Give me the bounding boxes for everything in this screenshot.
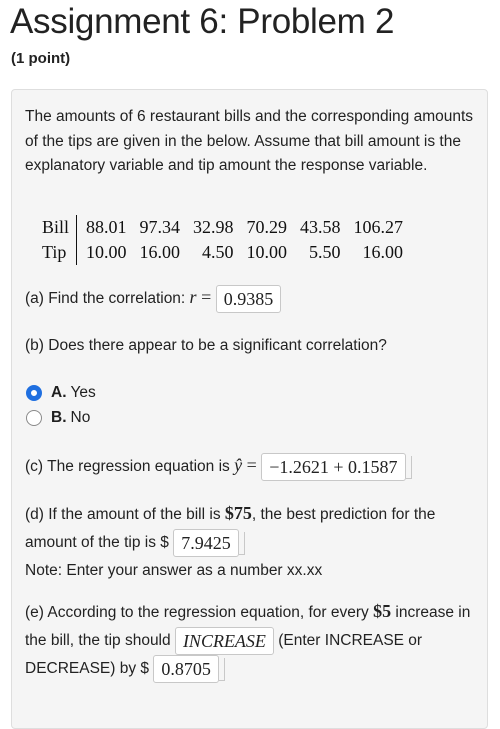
regression-equation-field[interactable]: −1.2621 + 0.1587 <box>261 453 405 481</box>
table-cell: 88.01 <box>86 217 127 237</box>
option-label: No <box>70 409 91 426</box>
points-label: (1 point) <box>11 50 71 67</box>
table-cell: 5.50 <box>309 242 341 262</box>
bill-amount: $75 <box>224 503 252 523</box>
table-cell: 70.29 <box>246 217 288 237</box>
page-title: Assignment 6: Problem 2 <box>10 2 395 41</box>
tip-prediction-field[interactable]: 7.9425 <box>173 529 239 557</box>
data-table <box>42 215 403 265</box>
table-cell: 4.50 <box>202 242 234 262</box>
question-d-text: (d) If the amount of the bill is <box>25 506 225 523</box>
question-e-text-3: (Enter INCREASE or DECREASE) by $ <box>25 632 423 678</box>
table-cell: 10.00 <box>86 242 127 262</box>
question-e <box>25 597 485 683</box>
question-c-text: (c) The regression equation is <box>25 458 235 476</box>
tip-increase-field[interactable]: 0.8705 <box>153 655 219 683</box>
table-cell: 106.27 <box>353 217 404 237</box>
option-yes[interactable] <box>26 384 96 402</box>
radio-selected-icon[interactable] <box>26 385 42 401</box>
problem-card <box>11 89 488 729</box>
row-label-bill: Bill <box>42 215 77 240</box>
question-e-text-2: increase in the bill, the tip should <box>25 604 471 650</box>
table-cell: 43.58 <box>300 217 341 237</box>
answer-preview-tick <box>406 456 412 479</box>
option-no[interactable] <box>26 409 90 427</box>
equals-sign: = <box>196 287 216 308</box>
answer-format-note: Note: Enter your answer as a number xx.xx <box>25 562 323 580</box>
answer-preview-tick <box>239 532 245 555</box>
table-row <box>42 215 403 240</box>
question-d <box>25 499 485 585</box>
option-letter: A. <box>51 384 67 401</box>
question-a-text: (a) Find the correlation: <box>25 290 190 308</box>
row-label-tip: Tip <box>42 240 77 265</box>
question-a <box>25 285 281 313</box>
correlation-symbol: r <box>189 287 197 308</box>
equals-sign: = <box>242 455 262 476</box>
table-cell: 10.00 <box>246 242 288 262</box>
option-letter: B. <box>51 409 67 426</box>
answer-preview-tick <box>219 658 225 681</box>
table-row <box>42 240 403 265</box>
radio-unselected-icon[interactable] <box>26 410 42 426</box>
table-cell: 16.00 <box>139 242 181 262</box>
question-b-text: (b) Does there appear to be a significant correlation? <box>25 337 387 354</box>
question-c <box>25 453 412 481</box>
increase-amount: $5 <box>373 601 392 621</box>
correlation-answer-field[interactable]: 0.9385 <box>216 285 282 313</box>
table-cell: 97.34 <box>139 217 181 237</box>
problem-intro: The amounts of 6 restaurant bills and the corresponding amounts of the tips are given in the below. Assume that bill amount is the explanatory variable and tip amount the response variable. <box>25 108 474 174</box>
question-d-text-2: , the best prediction for the amount of the tip is $ <box>25 506 436 552</box>
option-label: Yes <box>70 384 96 401</box>
question-e-text: (e) According to the regression equation, for every <box>25 604 374 621</box>
direction-answer-field[interactable]: INCREASE <box>175 627 274 655</box>
table-cell: 16.00 <box>362 242 404 262</box>
table-cell: 32.98 <box>193 217 234 237</box>
y-hat-symbol: ŷ <box>234 455 243 476</box>
